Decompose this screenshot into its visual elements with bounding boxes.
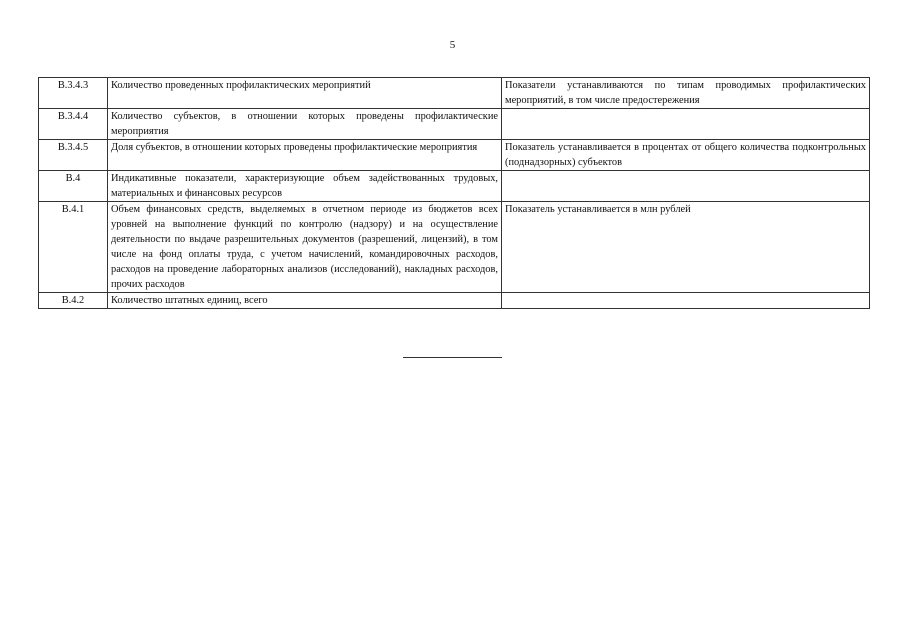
- indicator-note: Показатель устанавливается в млн рублей: [502, 202, 870, 293]
- indicator-code: В.3.4.5: [39, 140, 108, 171]
- table-row: [39, 109, 870, 140]
- indicator-name: Индикативные показатели, характеризующие объем задействованных трудовых, материальных и финансовых ресурсов: [108, 171, 502, 202]
- indicator-code: В.3.4.4: [39, 109, 108, 140]
- table-row: [39, 140, 870, 171]
- indicator-code: В.3.4.3: [39, 78, 108, 109]
- indicator-name: Объем финансовых средств, выделяемых в отчетном периоде из бюджетов всех уровней на выполнение функций по контролю (надзору) и на осуществление деятельности по выдаче разрешительных документов (разрешений, лицензий), в том числе на фонд оплаты труда, с учетом начислений, командировочных расходов, расходов на проведение лабораторных анализов (исследований), накладных расходов, прочих расходов: [108, 202, 502, 293]
- indicator-name: Количество проведенных профилактических мероприятий: [108, 78, 502, 109]
- indicator-note: Показатели устанавливаются по типам проводимых профилактических мероприятий, в том числе предостережения: [502, 78, 870, 109]
- page-number: 5: [449, 39, 456, 51]
- indicator-code: В.4.1: [39, 202, 108, 293]
- indicator-name: Доля субъектов, в отношении которых проведены профилактические мероприятия: [108, 140, 502, 171]
- indicator-note: [502, 171, 870, 202]
- indicator-code: В.4: [39, 171, 108, 202]
- table-row: [39, 171, 870, 202]
- table-row: [39, 78, 870, 109]
- table-row: [39, 293, 870, 309]
- indicator-note: [502, 109, 870, 140]
- indicator-name: Количество штатных единиц, всего: [108, 293, 502, 309]
- indicator-note: [502, 293, 870, 309]
- indicator-note: Показатель устанавливается в процентах от общего количества подконтрольных (поднадзорных) субъектов: [502, 140, 870, 171]
- indicator-name: Количество субъектов, в отношении которых проведены профилактические мероприятия: [108, 109, 502, 140]
- end-rule: [403, 357, 502, 358]
- indicators-table: [38, 77, 870, 309]
- indicator-code: В.4.2: [39, 293, 108, 309]
- table-row: [39, 202, 870, 293]
